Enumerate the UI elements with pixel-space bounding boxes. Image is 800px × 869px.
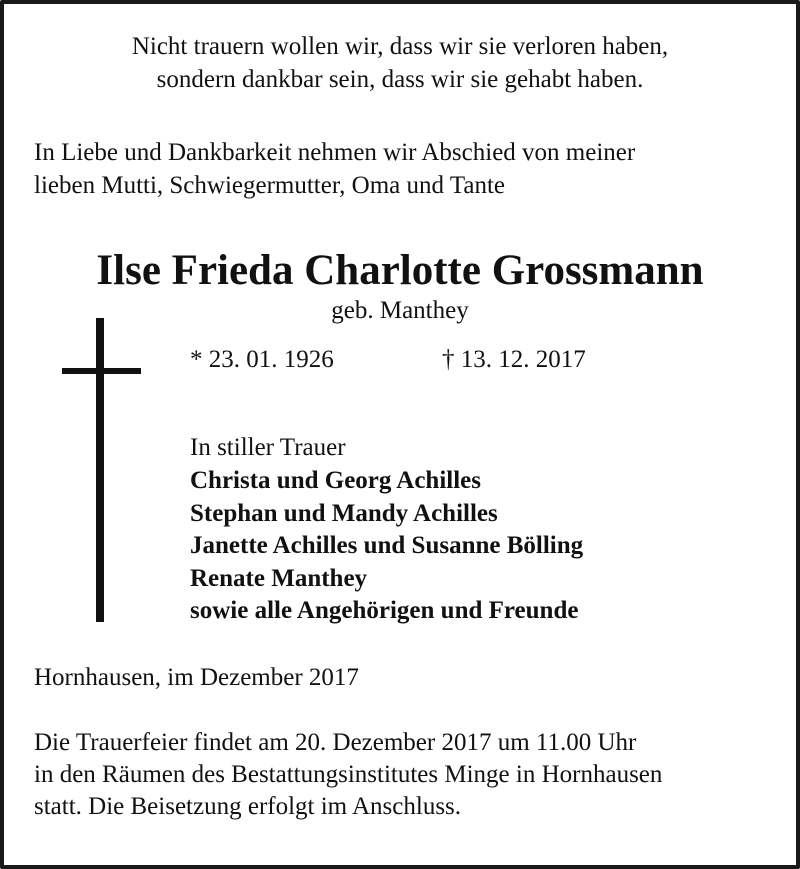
cross-icon-vertical [96, 318, 104, 622]
intro-text [34, 136, 635, 202]
mourner-2: Stephan und Mandy Achilles [190, 499, 498, 527]
mourner-3: Janette Achilles und Susanne Bölling [190, 532, 584, 560]
mourner-5: sowie alle Angehörigen und Freunde [190, 597, 579, 625]
motto-line-1: Nicht trauern wollen wir, dass wir sie verloren haben, [131, 33, 669, 60]
place-date: Hornhausen, im Dezember 2017 [34, 664, 359, 691]
deceased-name: Ilse Frieda Charlotte Grossmann [96, 247, 704, 294]
service-line-3: statt. Die Beisetzung erfolgt im Anschluss. [34, 793, 462, 820]
cross-icon-horizontal [62, 368, 141, 374]
mourners-list [190, 465, 583, 628]
motto-quote [0, 30, 800, 96]
motto-line-2: sondern dankbar sein, dass wir sie gehabt haben. [156, 66, 644, 93]
service-line-1: Die Trauerfeier findet am 20. Dezember 2017 um 11.00 Uhr [34, 729, 637, 756]
born-name: geb. Manthey [331, 297, 469, 324]
service-info [34, 727, 662, 823]
service-line-2: in den Räumen des Bestattungsinstitutes Minge in Hornhausen [34, 761, 663, 788]
death-date: † 13. 12. 2017 [442, 346, 586, 373]
mourner-1: Christa und Georg Achilles [190, 467, 481, 494]
intro-line-1: In Liebe und Dankbarkeit nehmen wir Abschied von meiner [34, 139, 636, 166]
mourning-heading: In stiller Trauer [190, 434, 346, 461]
intro-line-2: lieben Mutti, Schwiegermutter, Oma und Tante [34, 172, 505, 199]
mourner-4: Renate Manthey [190, 564, 368, 592]
birth-date: * 23. 01. 1926 [190, 346, 334, 373]
